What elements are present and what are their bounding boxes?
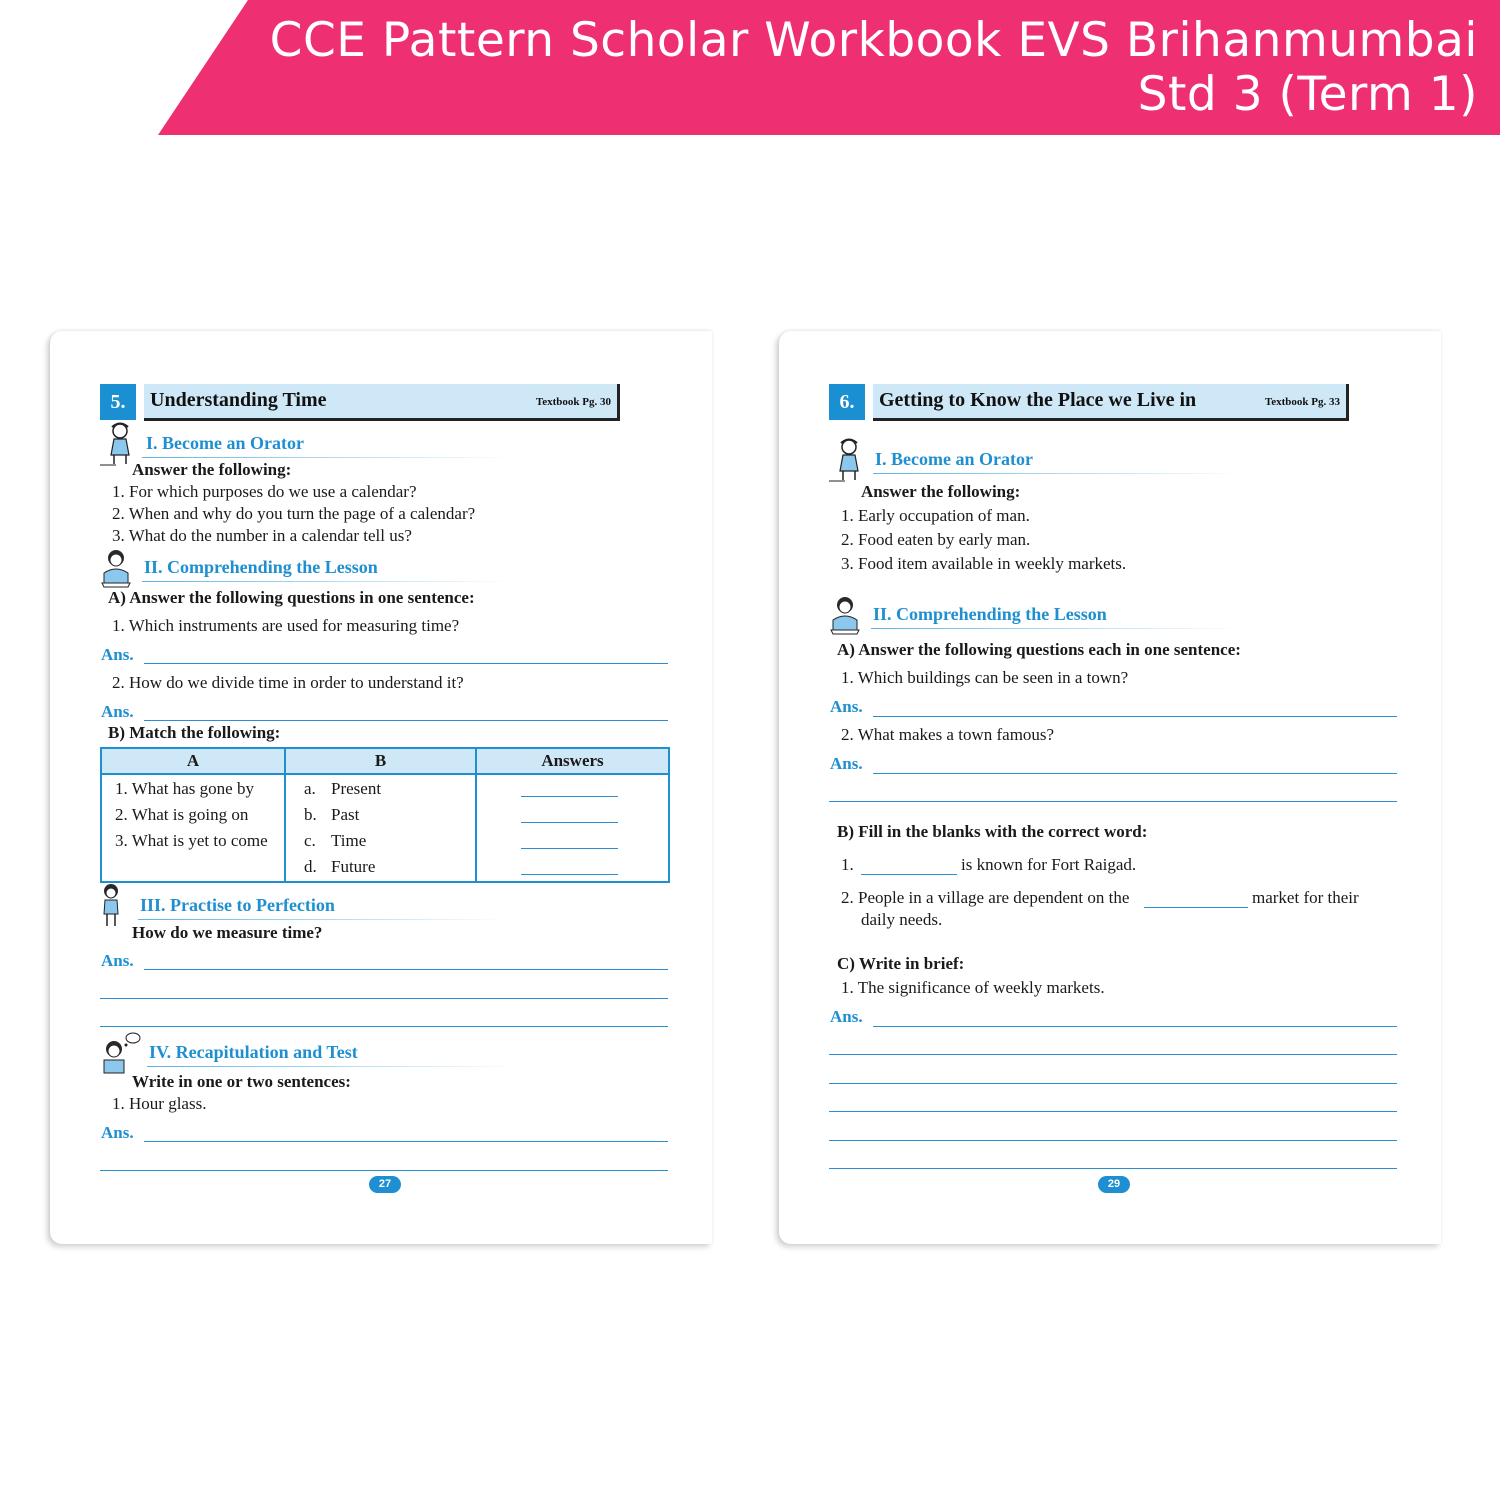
table-cell-a: 2. What is going on — [115, 805, 249, 824]
sub-instruction-b: B) Fill in the blanks with the correct word: — [837, 822, 1148, 841]
section-instruction: Write in one or two sentences: — [132, 1072, 351, 1091]
section-title-orator: I. Become an Orator — [146, 433, 304, 453]
section-underline — [873, 473, 1243, 474]
fill-blank-text: daily needs. — [861, 910, 943, 929]
answer-label: Ans. — [830, 1007, 863, 1026]
chapter-title-bar — [144, 384, 620, 421]
table-cell-b-letter: a. — [304, 779, 316, 798]
question-item: 2. What makes a town famous? — [841, 725, 1055, 744]
table-cell-a: 1. What has gone by — [115, 779, 254, 798]
chapter-title: Understanding Time — [150, 389, 327, 411]
textbook-page-ref: Textbook Pg. 33 — [1264, 396, 1340, 408]
chapter-header — [829, 384, 1349, 420]
table-cell-b: Present — [331, 779, 382, 798]
banner-title-line2: Std 3 (Term 1) — [1137, 67, 1478, 122]
question-item: 1. For which purposes do we use a calendar? — [112, 482, 417, 501]
answer-line[interactable] — [829, 1168, 1397, 1169]
question-item: 1. Hour glass. — [112, 1094, 207, 1113]
section-title-practise: III. Practise to Perfection — [140, 895, 335, 915]
sub-instruction-a: A) Answer the following questions each in one sentence: — [837, 640, 1241, 659]
question-item: 2. How do we divide time in order to understand it? — [112, 673, 464, 692]
table-cell-b-letter: c. — [304, 831, 316, 850]
answer-line[interactable] — [829, 1054, 1397, 1055]
table-cell-b: Past — [331, 805, 360, 824]
table-cell-b: Time — [331, 831, 367, 850]
answer-label: Ans. — [830, 697, 863, 716]
answer-label: Ans. — [830, 754, 863, 773]
match-table — [100, 747, 670, 883]
section-underline — [142, 581, 512, 582]
answer-line[interactable] — [829, 1083, 1397, 1084]
table-divider — [475, 749, 477, 881]
workbook-page-right — [779, 331, 1441, 1244]
table-divider — [284, 749, 286, 881]
section-question: How do we measure time? — [132, 923, 323, 942]
table-header-a: A — [102, 749, 284, 775]
workbook-page-left — [50, 331, 712, 1244]
fill-blank-text: 2. People in a village are dependent on the — [841, 888, 1130, 907]
answer-line[interactable] — [144, 663, 668, 664]
chapter-header — [100, 384, 620, 420]
table-cell-b-letter: d. — [304, 857, 317, 876]
table-cell-a: 3. What is yet to come — [115, 831, 268, 850]
section-underline — [138, 919, 508, 920]
question-item: 2. Food eaten by early man. — [841, 530, 1031, 549]
thinking-boy-icon — [100, 1031, 142, 1075]
page-number: 27 — [369, 1176, 401, 1193]
table-cell-b: Future — [331, 857, 376, 876]
answer-blank[interactable] — [521, 848, 618, 849]
answer-line[interactable] — [873, 773, 1397, 774]
answer-line[interactable] — [144, 969, 668, 970]
fill-blank[interactable] — [861, 874, 957, 875]
answer-label: Ans. — [101, 1123, 134, 1142]
fill-blank-number: 1. — [841, 855, 854, 874]
table-cell-b-letter: b. — [304, 805, 317, 824]
section-instruction: Answer the following: — [132, 460, 292, 479]
section-underline — [142, 457, 512, 458]
answer-blank[interactable] — [521, 874, 618, 875]
chapter-title-bar — [873, 384, 1349, 421]
answer-blank[interactable] — [521, 796, 618, 797]
standing-boy-icon — [99, 883, 123, 929]
fill-blank-text: market for their — [1252, 888, 1359, 907]
answer-line[interactable] — [100, 1026, 668, 1027]
question-item: 3. Food item available in weekly markets. — [841, 554, 1127, 573]
banner-title-line1: CCE Pattern Scholar Workbook EVS Brihanmumbai — [269, 13, 1478, 68]
answer-line[interactable] — [100, 1170, 668, 1171]
question-item: 1. The significance of weekly markets. — [841, 978, 1105, 997]
section-title-comprehending: II. Comprehending the Lesson — [873, 604, 1107, 624]
answer-line[interactable] — [873, 716, 1397, 717]
banner — [0, 0, 1500, 135]
section-underline — [871, 628, 1241, 629]
answer-line[interactable] — [100, 998, 668, 999]
answer-line[interactable] — [144, 1141, 668, 1142]
chapter-number: 5. — [100, 384, 136, 420]
banner-title — [270, 14, 1478, 122]
question-item: 1. Which buildings can be seen in a town? — [841, 668, 1129, 687]
sub-instruction-b: B) Match the following: — [108, 723, 281, 742]
section-title-orator: I. Become an Orator — [875, 449, 1033, 469]
textbook-page-ref: Textbook Pg. 30 — [535, 396, 611, 408]
table-header-answers: Answers — [477, 749, 668, 775]
fill-blank[interactable] — [1144, 907, 1248, 908]
section-instruction: Answer the following: — [861, 482, 1021, 501]
reading-boy-icon — [98, 547, 134, 589]
answer-label: Ans. — [101, 951, 134, 970]
question-item: 1. Early occupation of man. — [841, 506, 1030, 525]
sub-instruction-c: C) Write in brief: — [837, 954, 965, 973]
answer-label: Ans. — [101, 702, 134, 721]
fill-blank-text: is known for Fort Raigad. — [961, 855, 1137, 874]
chapter-number: 6. — [829, 384, 865, 420]
chapter-title: Getting to Know the Place we Live in — [879, 389, 1197, 411]
section-title-recapitulation: IV. Recapitulation and Test — [149, 1042, 358, 1062]
speaking-girl-icon — [829, 437, 865, 483]
answer-line[interactable] — [829, 1140, 1397, 1141]
table-header-b: B — [286, 749, 475, 775]
answer-line[interactable] — [829, 801, 1397, 802]
speaking-girl-icon — [100, 421, 136, 467]
answer-label: Ans. — [101, 645, 134, 664]
page-number: 29 — [1098, 1176, 1130, 1193]
answer-blank[interactable] — [521, 822, 618, 823]
question-item: 3. What do the number in a calendar tell us? — [112, 526, 412, 545]
answer-line[interactable] — [144, 720, 668, 721]
answer-line[interactable] — [873, 1026, 1397, 1027]
sub-instruction-a: A) Answer the following questions in one sentence: — [108, 588, 475, 607]
question-item: 2. When and why do you turn the page of a calendar? — [112, 504, 476, 523]
reading-boy-icon — [827, 594, 863, 636]
section-underline — [147, 1066, 517, 1067]
question-item: 1. Which instruments are used for measuring time? — [112, 616, 460, 635]
section-title-comprehending: II. Comprehending the Lesson — [144, 557, 378, 577]
answer-line[interactable] — [829, 1111, 1397, 1112]
